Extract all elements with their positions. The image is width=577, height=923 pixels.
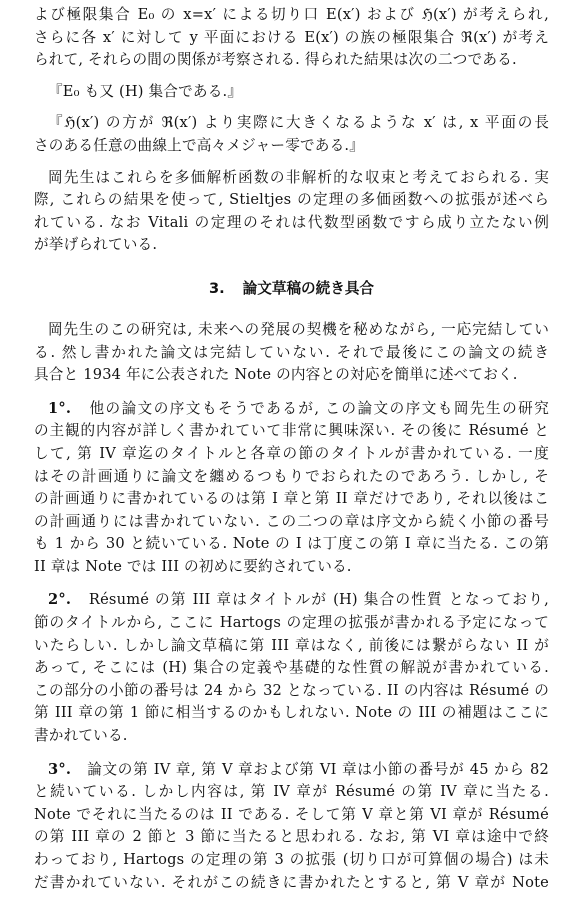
text-line: の主観的内容が詳しく書かれていて非常に興味深い. その後に Résumé と [34,422,549,440]
item-text: Résumé の第 III 章はタイトルが (H) 集合の性質 となっており, [88,591,549,609]
text-line: 岡先生のこの研究は, 未来への発展の契機を秘めながら, 一応完結してい [48,320,549,338]
text-line: 第 III 章の第 1 節に相当するのかもしれない. Note の III の補題はここに [34,704,549,722]
text-line [34,759,549,782]
text-line: して, 第 IV 章迄のタイトルと各章の節のタイトルが書かれている. 一度 [34,444,549,462]
item-number: 3°. [48,760,72,778]
text-line: られて, それらの間の関係が考察される. 得られた結果は次の二つである. [34,51,517,69]
text-line: る. 然し書かれた論文は完結していない. それで最後にこの論文の続き [34,343,549,361]
text-line: いたらしい. しかし論文草稿に第 III 章はなく, 前後には繋がらない II が [34,636,549,654]
text-line: II 章は Note では III の初めに要約されている. [34,557,352,575]
paragraph-section-intro [34,319,549,387]
text-line: この部分の小節の番号は 24 から 32 となっている. II の内容は Résumé の [34,681,549,699]
text-line: はその計画通りに論文を纏めるつもりでおられたのであろう. しかし, そ [34,467,549,485]
text-line: 節のタイトルから, ここに Hartogs の定理の拡張が書かれる予定になって [34,614,549,632]
item-text: 他の論文の序文もそうであるが, この論文の序文も岡先生の研究 [89,399,549,417]
section-title: 論文草稿の続き具合 [242,279,375,297]
text-line: だ書かれていない. それがこの続きに書かれたとすると, 第 V 章が Note [34,873,549,891]
text-line: 『ℌ(x′) の方が ℜ(x′) より実際に大きくなるような x′ は, x 平面の長 [48,114,549,132]
text-line: 『E₀ も又 (H) 集合である.』 [48,82,243,100]
item-text: 論文の第 IV 章, 第 V 章および第 VI 章は小節の番号が 45 から 82 [87,760,549,778]
text-line: が挙げられている. [34,236,158,254]
text-line: よび極限集合 E₀ の x=x′ による切り口 E(x′) および ℌ(x′) が考えられ, [34,6,549,23]
section-heading [34,278,549,300]
text-line: わっており, Hartogs の定理の第 3 の拡張 (切り口が可算個の場合) は未 [34,851,549,868]
text-line: あって, そこには (H) 集合の定義や基礎的な性質の解説が書かれている. [34,659,549,677]
section-number: 3. [208,279,225,297]
paragraph-interpretation [34,167,549,257]
text-line: れている. なお Vitali の定理のそれは代数型函数ですら成り立たない例 [34,213,549,231]
text-line: の計画通りに書かれているのは第 I 章と第 II 章だけであり, それ以後はこ [34,490,549,508]
item-1 [34,398,549,579]
text-line: 具合と 1934 年に公表された Note の内容との対応を簡単に述べておく. [34,366,518,384]
text-line: 書かれている. [34,727,128,745]
quote-result-1 [34,81,549,104]
text-line: の計画通りには書かれていない. この二つの章は序文から続く小節の番号 [34,512,549,530]
text-line: 際, これらの結果を使って, Stieltjes の定理の多価函数への拡張が述べら [34,191,549,209]
item-number: 1°. [48,399,72,417]
paragraph-limit-sets [34,4,549,72]
text-line: の第 III 章の 2 節と 3 節に当たると思われる. なお, 第 VI 章は途中で終 [34,828,549,846]
text-line [34,589,549,612]
item-number: 2°. [48,591,72,609]
text-line [34,398,549,421]
item-2 [34,589,549,747]
text-line: 岡先生はこれらを多価解析函数の非解析的な収束と考えておられる. 実 [48,168,549,186]
item-3 [34,759,549,895]
text-line: さらに各 x′ に対して y 平面における E(x′) の族の極限集合 ℜ(x′) が考え [34,28,549,46]
text-line: と続いている. しかし内容は, 第 IV 章が Résumé の第 IV 章に当たる. [34,783,549,801]
text-line: さのある任意の曲線上で高々メジャー零である.』 [34,136,365,154]
quote-result-2 [34,112,549,157]
text-line: も 1 から 30 と続いている. Note の I は丁度この第 I 章に当たる. この第 [34,535,549,553]
text-line: Note でそれに当たるのは II である. そして第 V 章と第 VI 章が Résumé [34,805,549,823]
